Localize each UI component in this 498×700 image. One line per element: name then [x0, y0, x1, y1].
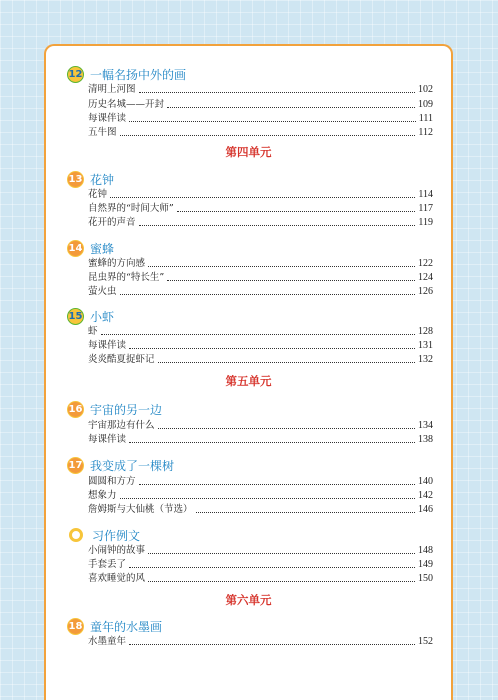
dot-leader — [158, 427, 415, 429]
entry-title: 小闹钟的故事 — [88, 545, 146, 556]
unit-heading-6: 第六单元 — [225, 593, 272, 607]
entry-page: 142 — [418, 490, 433, 501]
dot-leader — [129, 643, 415, 645]
entry-page: 126 — [418, 286, 433, 297]
entry-page: 124 — [418, 272, 433, 283]
toc-entry[interactable] — [88, 202, 433, 214]
toc-entry[interactable] — [88, 325, 433, 337]
dot-leader — [158, 361, 415, 363]
entry-page: 117 — [418, 203, 433, 214]
entry-page: 146 — [418, 504, 433, 515]
toc-entry[interactable] — [88, 98, 433, 110]
dot-leader — [129, 441, 415, 443]
entry-title: 清明上河图 — [88, 84, 136, 95]
toc-entry[interactable] — [88, 558, 433, 570]
entry-title: 每课伴读 — [88, 340, 127, 351]
entry-title: 花开的声音 — [88, 217, 136, 228]
dot-leader — [110, 196, 415, 198]
entry-title: 历史名城——开封 — [88, 99, 165, 110]
entry-title: 喜欢睡觉的风 — [88, 573, 146, 584]
entry-title: 五牛图 — [88, 127, 117, 138]
entry-title: 昆虫界的“特长生” — [88, 272, 165, 283]
toc-entry[interactable] — [88, 339, 433, 351]
dot-leader — [177, 210, 416, 212]
dot-leader — [167, 279, 415, 281]
dot-leader — [101, 333, 415, 335]
lesson-title: 宇宙的另一边 — [90, 402, 163, 417]
unit-heading-4: 第四单元 — [225, 145, 272, 159]
toc-page — [44, 44, 453, 700]
dot-leader — [139, 483, 415, 485]
entry-page: 114 — [418, 189, 433, 200]
entry-title: 詹姆斯与大仙桃（节选） — [88, 504, 193, 515]
entry-page: 149 — [418, 559, 433, 570]
entry-title: 花钟 — [88, 189, 108, 200]
entry-page: 122 — [418, 258, 433, 269]
entry-page: 102 — [418, 84, 433, 95]
entry-title: 每课伴读 — [88, 434, 127, 445]
toc-entry[interactable] — [88, 83, 433, 95]
toc-entry[interactable] — [88, 285, 433, 297]
dot-leader — [129, 347, 415, 349]
toc-entry[interactable] — [88, 126, 433, 138]
lesson-title: 花钟 — [90, 172, 115, 187]
entry-page: 148 — [418, 545, 433, 556]
entry-title: 蜜蜂的方向感 — [88, 258, 146, 269]
dot-leader — [120, 134, 416, 136]
toc-entry[interactable] — [88, 544, 433, 556]
toc-entry[interactable] — [88, 635, 433, 647]
entry-title: 宇宙那边有什么 — [88, 420, 155, 431]
toc-entry[interactable] — [88, 353, 433, 365]
toc-entry[interactable] — [88, 257, 433, 269]
dot-leader — [139, 224, 416, 226]
toc-entry[interactable] — [88, 475, 433, 487]
entry-page: 109 — [418, 99, 433, 110]
entry-title: 手套丢了 — [88, 559, 127, 570]
lesson-17-heading[interactable] — [67, 456, 174, 474]
entry-page: 112 — [418, 127, 433, 138]
entry-page: 128 — [418, 326, 433, 337]
lesson-number-badge: 18 — [67, 618, 84, 635]
unit-heading-5: 第五单元 — [225, 374, 272, 388]
entry-page: 134 — [418, 420, 433, 431]
dot-leader — [148, 552, 415, 554]
dot-leader — [196, 511, 415, 513]
lesson-number-badge: 15 — [67, 308, 84, 325]
entry-page: 119 — [418, 217, 433, 228]
entry-page: 111 — [418, 113, 433, 124]
toc-entry[interactable] — [88, 433, 433, 445]
lesson-title: 我变成了一棵树 — [90, 458, 175, 473]
entry-title: 自然界的“时间大师” — [88, 203, 174, 214]
dot-leader — [120, 497, 415, 499]
entry-title: 虾 — [88, 326, 98, 337]
toc-entry[interactable] — [88, 489, 433, 501]
dot-leader — [129, 120, 416, 122]
toc-entry[interactable] — [88, 112, 433, 124]
lesson-number-badge: 12 — [67, 66, 84, 83]
entry-page: 132 — [418, 354, 433, 365]
lesson-number-badge: 14 — [67, 240, 84, 257]
entry-page: 138 — [418, 434, 433, 445]
entry-title: 想象力 — [88, 490, 117, 501]
sun-icon — [69, 528, 83, 542]
dot-leader — [129, 566, 415, 568]
lesson-number-badge: 17 — [67, 457, 84, 474]
entry-page: 152 — [418, 636, 433, 647]
toc-entry[interactable] — [88, 271, 433, 283]
dot-leader — [139, 91, 415, 93]
lesson-title: 小虾 — [90, 309, 115, 324]
dot-leader — [120, 293, 415, 295]
dot-leader — [167, 106, 415, 108]
entry-page: 150 — [418, 573, 433, 584]
lesson-number-badge: 16 — [67, 401, 84, 418]
entry-title: 圆圆和方方 — [88, 476, 136, 487]
entry-title: 水墨童年 — [88, 636, 127, 647]
lesson-number-badge: 13 — [67, 171, 84, 188]
lesson-title: 童年的水墨画 — [90, 619, 163, 634]
toc-entry[interactable] — [88, 572, 433, 584]
dot-leader — [148, 265, 415, 267]
toc-entry[interactable] — [88, 188, 433, 200]
lesson-16-heading[interactable] — [67, 400, 162, 418]
entry-page: 140 — [418, 476, 433, 487]
lesson-title: 蜜蜂 — [90, 241, 115, 256]
section-title: 习作例文 — [92, 528, 141, 543]
toc-entry[interactable] — [88, 419, 433, 431]
entry-title: 炎炎酷夏捉虾记 — [88, 354, 155, 365]
dot-leader — [148, 580, 415, 582]
toc-entry[interactable] — [88, 503, 433, 515]
entry-title: 萤火虫 — [88, 286, 117, 297]
lesson-title: 一幅名扬中外的画 — [90, 67, 187, 82]
entry-page: 131 — [418, 340, 433, 351]
toc-entry[interactable] — [88, 216, 433, 228]
entry-title: 每课伴读 — [88, 113, 127, 124]
